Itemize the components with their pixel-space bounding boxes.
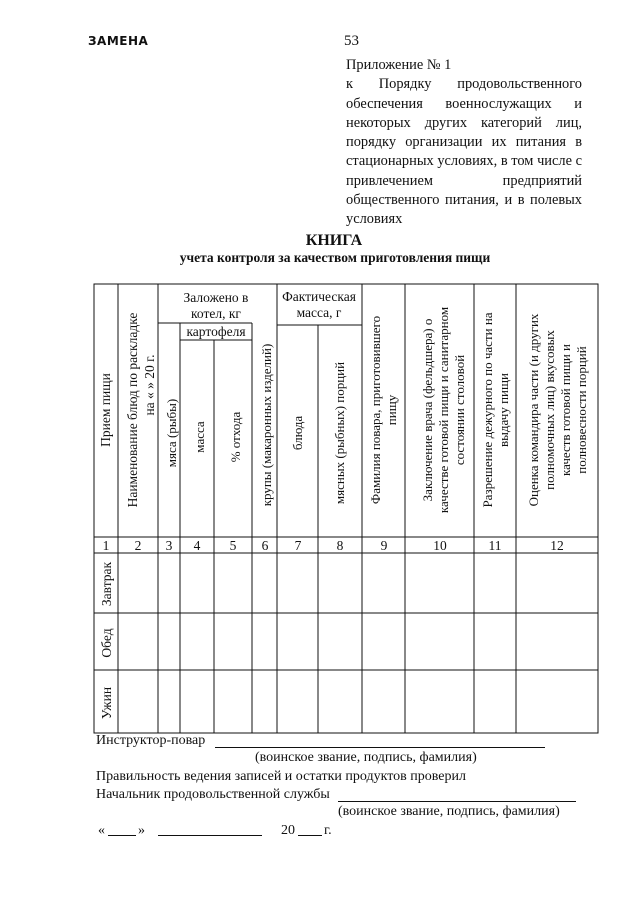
col-header-8: мясных (рыбных) порций [332, 361, 347, 505]
col-number: 12 [550, 538, 564, 553]
col-header-5: % отхода [228, 411, 243, 463]
col-number: 3 [165, 538, 173, 553]
col-header-10-line2: качестве готовой пищи и санитарном [436, 306, 451, 514]
col-header-11-line1: Разрешение дежурного по части на [480, 312, 495, 508]
col-number: 10 [433, 538, 447, 553]
col-number: 4 [193, 538, 201, 553]
col-number: 2 [134, 538, 142, 553]
col-header-2-line2: на « » 20 г. [142, 354, 157, 416]
col-number: 5 [229, 538, 237, 553]
date-close-quote: » [138, 823, 145, 838]
appendix-title: Приложение № 1 [346, 57, 452, 73]
col-header-12-line2: полномочных лиц) вкусовых [542, 330, 557, 490]
row-label-breakfast: Завтрак [99, 561, 114, 607]
book-title: КНИГА [305, 232, 363, 249]
group-fakt-line2: масса, г [296, 305, 342, 320]
date-year-line [298, 835, 322, 836]
signature-caption-1: (воинское звание, подпись, фамилия) [255, 750, 477, 765]
col-header-9-line2: пищу [384, 394, 399, 426]
col-number: 7 [294, 538, 302, 553]
col-number: 9 [380, 538, 388, 553]
chief-label: Начальник продовольственной службы [96, 787, 330, 802]
col-header-4: масса [192, 421, 207, 453]
signature-caption-2: (воинское звание, подпись, фамилия) [338, 804, 560, 819]
col-number: 1 [102, 538, 110, 553]
date-day-line [108, 835, 136, 836]
col-header-6: крупы (макаронных изделий) [259, 343, 274, 507]
date-year-suffix: г. [324, 823, 332, 838]
col-header-10-line3: состоянии столовой [452, 354, 467, 466]
row-label-dinner: Ужин [99, 686, 114, 720]
col-number: 6 [261, 538, 269, 553]
col-header-7: блюда [290, 415, 305, 451]
table-frame [94, 284, 598, 733]
chief-signature-line [338, 801, 576, 802]
col-header-12-line4: полновесности порций [574, 346, 589, 474]
col-number: 8 [336, 538, 344, 553]
group-zalozheno-line2: котел, кг [191, 306, 241, 321]
col-header-3: мяса (рыбы) [164, 398, 179, 468]
group-fakt-line1: Фактическая [282, 289, 356, 304]
appendix-body: к Порядку продовольственного обеспечения военнослужащих и некоторых других категорий лиц, порядку организации их питания в стационарных условиях, в том числе с привлечением предприятий общественного питания, и в полевых условиях [346, 76, 582, 228]
group-kartofelya: картофеля [186, 324, 246, 339]
col-header-2-line1: Наименование блюд по раскладке [125, 312, 140, 508]
instructor-signature-line [215, 747, 545, 748]
group-zalozheno-line1: Заложено в [183, 290, 249, 305]
date-year-prefix: 20 [281, 823, 295, 838]
col-header-12-line1: Оценка командира части (и других [526, 313, 541, 507]
col-header-1: Прием пищи [98, 373, 113, 447]
col-header-11-line2: выдачу пищи [496, 373, 511, 447]
book-subtitle: учета контроля за качеством приготовления пищи [179, 250, 491, 265]
col-number: 11 [488, 538, 502, 553]
col-header-10-line1: Заключение врача (фельдшера) о [420, 318, 435, 502]
date-open-quote: « [98, 823, 105, 838]
date-month-line [158, 835, 262, 836]
instructor-label: Инструктор-повар [96, 733, 206, 748]
col-header-12-line3: качеств готовой пищи и [558, 343, 573, 477]
check-statement: Правильность ведения записей и остатки продуктов проверил [96, 769, 467, 784]
col-header-9-line1: Фамилия повара, приготовившего [368, 315, 383, 505]
page-number: 53 [344, 33, 359, 49]
replacement-stamp: ЗАМЕНА [88, 34, 149, 48]
row-label-lunch: Обед [99, 628, 114, 658]
